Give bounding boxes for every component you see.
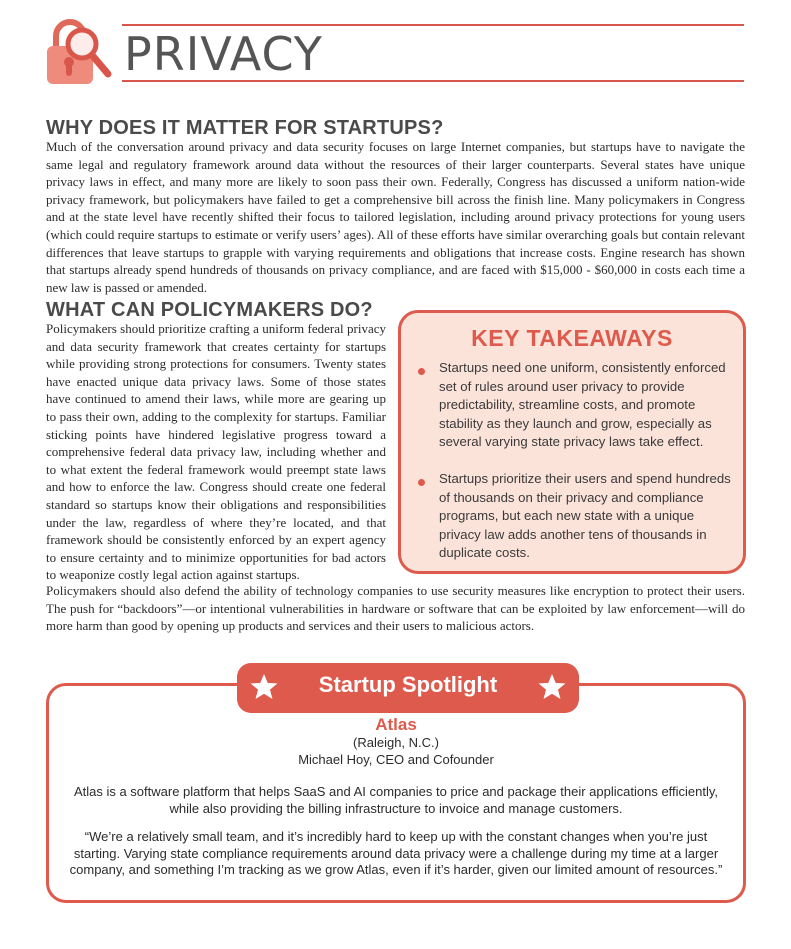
section-heading-policymakers: WHAT CAN POLICYMAKERS DO? bbox=[46, 299, 373, 321]
lock-magnifier-icon bbox=[44, 18, 114, 86]
spotlight-title: Startup Spotlight bbox=[318, 672, 498, 697]
spotlight-banner bbox=[237, 663, 579, 713]
spotlight-description: Atlas is a software platform that helps SaaS and AI companies to price and package their applications efficiently, while also providing the billing infrastructure to invoice and manage customers. bbox=[73, 784, 719, 816]
takeaway-item: Startups need one uniform, consistently enforced set of rules around user privacy to provide predictability, streamline costs, and promote stability as they launch and grow, especially as several varying state privacy laws take effect. bbox=[439, 360, 726, 450]
spotlight-location: (Raleigh, N.C.) bbox=[353, 735, 439, 750]
section-body-why: Much of the conversation around privacy and data security focuses on large Internet companies, but startups have to navigate the same legal and regulatory framework around data without the resources of their larger counterparts. Several states have unique privacy laws in effect, and many more are likely to soon pass their own. Federally, Congress has discussed a uniform nation-wide privacy framework, but policymakers have failed to get a comprehensive bill across the finish line. Many policymakers in Congress and at the state level have recently shifted their focus to tailored legislation, including around privacy protections for young users (which could require startups to estimate or verify users’ ages). All of these efforts have similar overarching goals but contain relevant differences that leave startups to grapple with varying requirements and obligations that increase costs. Engine research has shown that startups already spend hundreds of thousands on privacy compliance, and are faced with $15,000 - $60,000 in costs each time a new law is passed or amended. bbox=[46, 139, 745, 295]
key-takeaways-title: KEY TAKEAWAYS bbox=[471, 325, 673, 351]
spotlight-company: Atlas bbox=[375, 715, 417, 734]
page-title: PRIVACY bbox=[124, 27, 323, 81]
spotlight-quote: “We’re a relatively small team, and it’s incredibly hard to keep up with the constant changes when you’re just starting. Varying state compliance requirements around data privacy were a challenge during my time at a larger company, and something I’m tracking as we grow Atlas, even if it’s harder, given our limited amount of resources.” bbox=[69, 829, 723, 877]
star-icon bbox=[537, 672, 567, 702]
section-heading-why: WHY DOES IT MATTER FOR STARTUPS? bbox=[46, 117, 444, 139]
takeaway-item: Startups prioritize their users and spend hundreds of thousands on their privacy and compliance programs, but each new state with a unique privacy law adds another tens of thousands in duplicate costs. bbox=[439, 471, 731, 561]
spotlight-person: Michael Hoy, CEO and Cofounder bbox=[298, 752, 494, 767]
section-body-policymakers-encryption: Policymakers should also defend the ability of technology companies to use security measures like encryption to protect their users. The push for “backdoors”—or intentional vulnerabilities in hardware or software that can be exploited by law enforcement—will do more harm than good by opening up products and services and their users to malicious actors. bbox=[46, 583, 745, 634]
bullet-icon bbox=[418, 368, 425, 375]
bullet-icon bbox=[418, 479, 425, 486]
key-takeaways-box bbox=[398, 310, 746, 574]
section-body-policymakers: Policymakers should prioritize crafting a uniform federal privacy and data security framework that creates certainty for startups while providing strong protections for consumers. Twenty states have enacted unique data privacy laws. Some of those states have continued to amend their laws, while more are gearing up to pass their own, adding to the complexity for startups. Familiar sticking points have hindered legislative progress toward a comprehensive federal data privacy law, including whether and to what extent the federal framework would preempt state laws and how to enforce the law. Congress should create one federal standard so startups know their obligations and responsibilities under the law, regardless of where they’re located, and that framework should be consistently enforced by an expert agency to ensure certainty and to minimize opportunities for bad actors to weaponize costly legal action against startups. bbox=[46, 321, 386, 583]
